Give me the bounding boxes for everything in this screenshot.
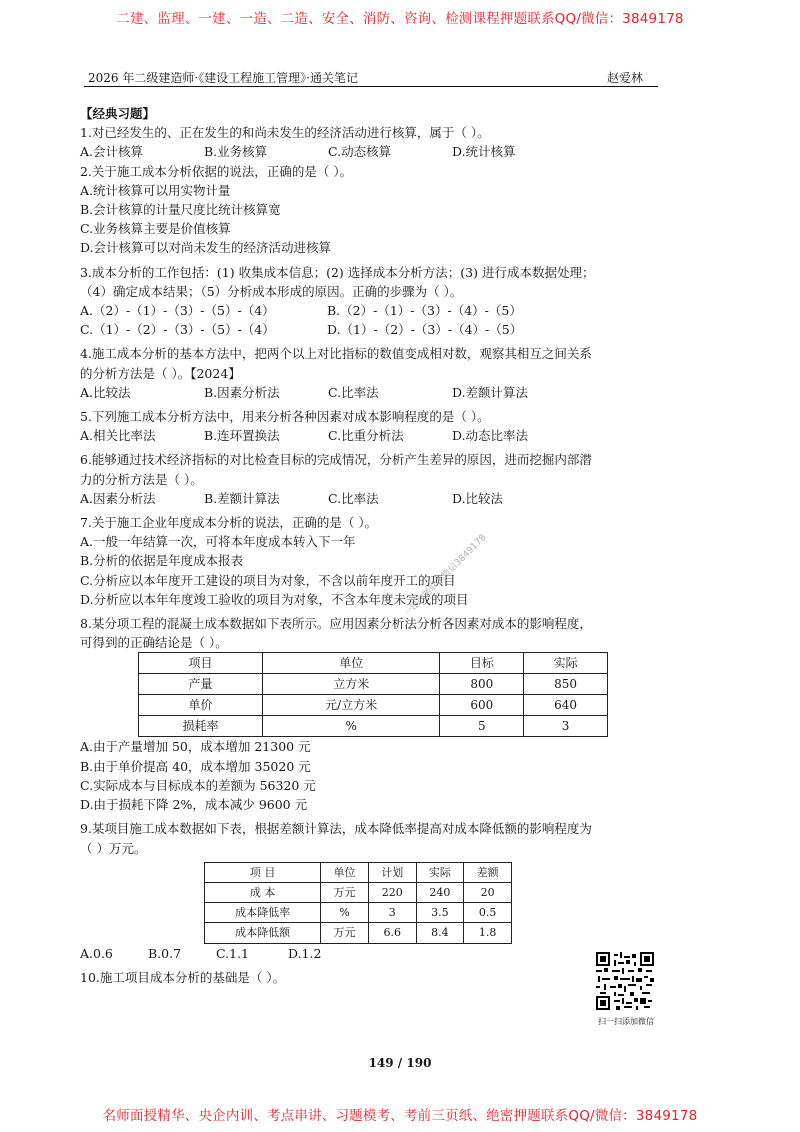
- q4-option-d: D.差额计算法: [452, 384, 529, 400]
- q7-option-c: C.分析应以本年度开工建设的项目为对象，不含以前年度开工的项目: [80, 572, 456, 588]
- q4-option-c: C.比率法: [328, 384, 379, 400]
- q5-option-c: C.比重分析法: [328, 428, 404, 444]
- q3-option-c: C.（1）-（2）-（3）-（5）-（4）: [80, 322, 275, 338]
- table-cell: 项 目: [205, 862, 321, 882]
- table-cell: 单位: [321, 862, 369, 882]
- q1-options: [80, 142, 666, 161]
- table-cell: 0.5: [464, 903, 512, 923]
- q3-stem-line2: （4）确定成本结果；（5）分析成本形成的原因。正确的步骤为（ ）。: [80, 283, 463, 299]
- table-cell: 万元: [321, 923, 369, 943]
- q9-option-d: D.1.2: [288, 945, 322, 961]
- q2-stem: 2.关于施工成本分析依据的说法，正确的是（ ）。: [80, 163, 353, 179]
- bottom-promo-banner: 名师面授精华、央企内训、考点串讲、习题模考、考前三页纸、绝密押题联系QQ/微信：3849178: [102, 1108, 698, 1124]
- table-cell: 220: [368, 882, 416, 902]
- q2-option-b: B.会计核算的计量尺度比统计核算宽: [80, 202, 281, 218]
- table-cell: 850: [524, 674, 608, 695]
- q1-option-d: D.统计核算: [452, 144, 516, 160]
- running-header-author: 赵爱林: [607, 71, 644, 85]
- table-cell: 8.4: [416, 923, 464, 943]
- table-cell: 600: [440, 695, 524, 716]
- q8-stem-line2: 可得到的正确结论是（ ）。: [80, 635, 228, 651]
- table-cell: 差额: [464, 862, 512, 882]
- table-cell: 6.6: [368, 923, 416, 943]
- wechat-qr-code: [596, 952, 654, 1010]
- section-title: 【经典习题】: [80, 106, 156, 121]
- table-cell: 产量: [139, 674, 263, 695]
- table-cell: 单位: [262, 653, 440, 674]
- q7-option-a: A.一般一年结算一次，可将本年度成本转入下一年: [80, 534, 356, 550]
- q5-option-b: B.连环置换法: [204, 428, 280, 444]
- table-row: [139, 695, 608, 716]
- q3-stem-line1: 3.成本分析的工作包括：(1) 收集成本信息；(2) 选择成本分析方法；(3) 进行成本数据处理；: [80, 264, 595, 280]
- q2-option-c: C.业务核算主要是价值核算: [80, 221, 231, 237]
- q5-stem: 5.下列施工成本分析方法中，用来分析各种因素对成本影响程度的是（ ）。: [80, 409, 490, 425]
- table-cell: 单价: [139, 695, 263, 716]
- q3-option-d: D.（1）-（2）-（3）-（4）-（5）: [327, 322, 523, 338]
- table-cell: %: [262, 716, 440, 737]
- table-cell: 实际: [416, 862, 464, 882]
- table-cell: 20: [464, 882, 512, 902]
- q4-stem-line1: 4.施工成本分析的基本方法中，把两个以上对比指标的数值变成相对数，观察其相互之间关系: [80, 346, 592, 362]
- table-cell: 1.8: [464, 923, 512, 943]
- q9-data-table: [204, 862, 512, 944]
- table-row: [139, 653, 608, 674]
- table-cell: 目标: [440, 653, 524, 674]
- q7-option-d: D.分析应以本年年度竣工验收的项目为对象，不含本年度未完成的项目: [80, 591, 469, 607]
- q8-option-a: A.由于产量增加 50，成本增加 21300 元: [80, 739, 311, 755]
- table-cell: 640: [524, 695, 608, 716]
- q9-stem-line2: （ ）万元。: [80, 840, 147, 856]
- table-cell: 成本降低额: [205, 923, 321, 943]
- table-cell: 3.5: [416, 903, 464, 923]
- q3-options-row2: [80, 320, 666, 339]
- q1-option-b: B.业务核算: [204, 144, 268, 160]
- q3-option-b: B.（2）-（1）-（3）-（4）-（5）: [327, 303, 522, 319]
- running-header-title: 2026 年二级建造师·《建设工程施工管理》·通关笔记: [88, 71, 358, 85]
- q9-options: [80, 944, 666, 963]
- table-cell: 240: [416, 882, 464, 902]
- q8-option-c: C.实际成本与目标成本的差额为 56320 元: [80, 777, 316, 793]
- table-cell: 3: [368, 903, 416, 923]
- q6-option-a: A.因素分析法: [80, 490, 156, 506]
- q2-option-d: D.会计核算可以对尚未发生的经济活动进核算: [80, 240, 332, 256]
- q6-options: [80, 489, 666, 508]
- table-row: [205, 903, 512, 923]
- q4-option-a: A.比较法: [80, 384, 131, 400]
- table-cell: 万元: [321, 882, 369, 902]
- table-row: [205, 862, 512, 882]
- q3-options-row1: [80, 301, 666, 320]
- table-cell: 立方米: [262, 674, 440, 695]
- q6-stem-line1: 6.能够通过技术经济指标的对比检查目标的完成情况，分析产生差异的原因，进而挖掘内部潜: [80, 452, 592, 468]
- exercise-sheet: [80, 104, 666, 987]
- q8-data-table: [138, 652, 608, 737]
- q4-option-b: B.因素分析法: [204, 384, 280, 400]
- table-cell: 计划: [368, 862, 416, 882]
- q7-stem: 7.关于施工企业年度成本分析的说法，正确的是（ ）。: [80, 515, 378, 531]
- q6-option-d: D.比较法: [452, 490, 504, 506]
- table-row: [205, 923, 512, 943]
- table-cell: %: [321, 903, 369, 923]
- q1-option-c: C.动态核算: [328, 144, 392, 160]
- q4-options: [80, 383, 666, 402]
- q6-stem-line2: 力的分析方法是（ ）。: [80, 471, 203, 487]
- table-cell: 项目: [139, 653, 263, 674]
- q8-option-b: B.由于单价提高 40，成本增加 35020 元: [80, 758, 311, 774]
- qr-caption: 扫一扫添加微信: [598, 1017, 654, 1026]
- q5-option-d: D.动态比率法: [452, 428, 529, 444]
- q9-option-c: C.1.1: [216, 945, 249, 961]
- diagonal-watermark: 一建押题联系微信3849178: [402, 532, 489, 620]
- table-row: [205, 882, 512, 902]
- q8-stem-line1: 8.某分项工程的混凝土成本数据如下表所示。应用因素分析法分析各因素对成本的影响程度，: [80, 616, 592, 632]
- table-cell: 实际: [524, 653, 608, 674]
- table-cell: 3: [524, 716, 608, 737]
- q9-option-b: B.0.7: [148, 945, 182, 961]
- page-number: 149 / 190: [368, 1056, 432, 1070]
- q3-option-a: A.（2）-（1）-（3）-（5）-（4）: [80, 303, 275, 319]
- table-cell: 800: [440, 674, 524, 695]
- q9-stem-line1: 9.某项目施工成本数据如下表，根据差额计算法，成本降低率提高对成本降低额的影响程度为: [80, 821, 592, 837]
- table-row: [139, 716, 608, 737]
- q8-option-d: D.由于损耗下降 2%，成本减少 9600 元: [80, 797, 308, 813]
- table-cell: 5: [440, 716, 524, 737]
- q9-option-a: A.0.6: [80, 945, 113, 961]
- q7-option-b: B.分析的依据是年度成本报表: [80, 553, 244, 569]
- q10-stem: 10.施工项目成本分析的基础是（ ）。: [80, 969, 286, 985]
- q5-options: [80, 426, 666, 445]
- header-rule: [84, 86, 658, 87]
- q2-option-a: A.统计核算可以用实物计量: [80, 182, 231, 198]
- table-cell: 损耗率: [139, 716, 263, 737]
- q1-stem: 1.对已经发生的、正在发生的和尚未发生的经济活动进行核算，属于（ ）。: [80, 125, 490, 141]
- table-row: [139, 674, 608, 695]
- q6-option-c: C.比率法: [328, 490, 379, 506]
- table-cell: 成本降低率: [205, 903, 321, 923]
- q4-stem-line2: 的分析方法是（ ）。【2024】: [80, 365, 241, 381]
- table-cell: 成 本: [205, 882, 321, 902]
- q6-option-b: B.差额计算法: [204, 490, 280, 506]
- table-cell: 元/立方米: [262, 695, 440, 716]
- q1-option-a: A.会计核算: [80, 144, 144, 160]
- q5-option-a: A.相关比率法: [80, 428, 156, 444]
- top-promo-banner: 二建、监理、一建、一造、二造、安全、消防、咨询、检测课程押题联系QQ/微信：3849178: [116, 11, 684, 27]
